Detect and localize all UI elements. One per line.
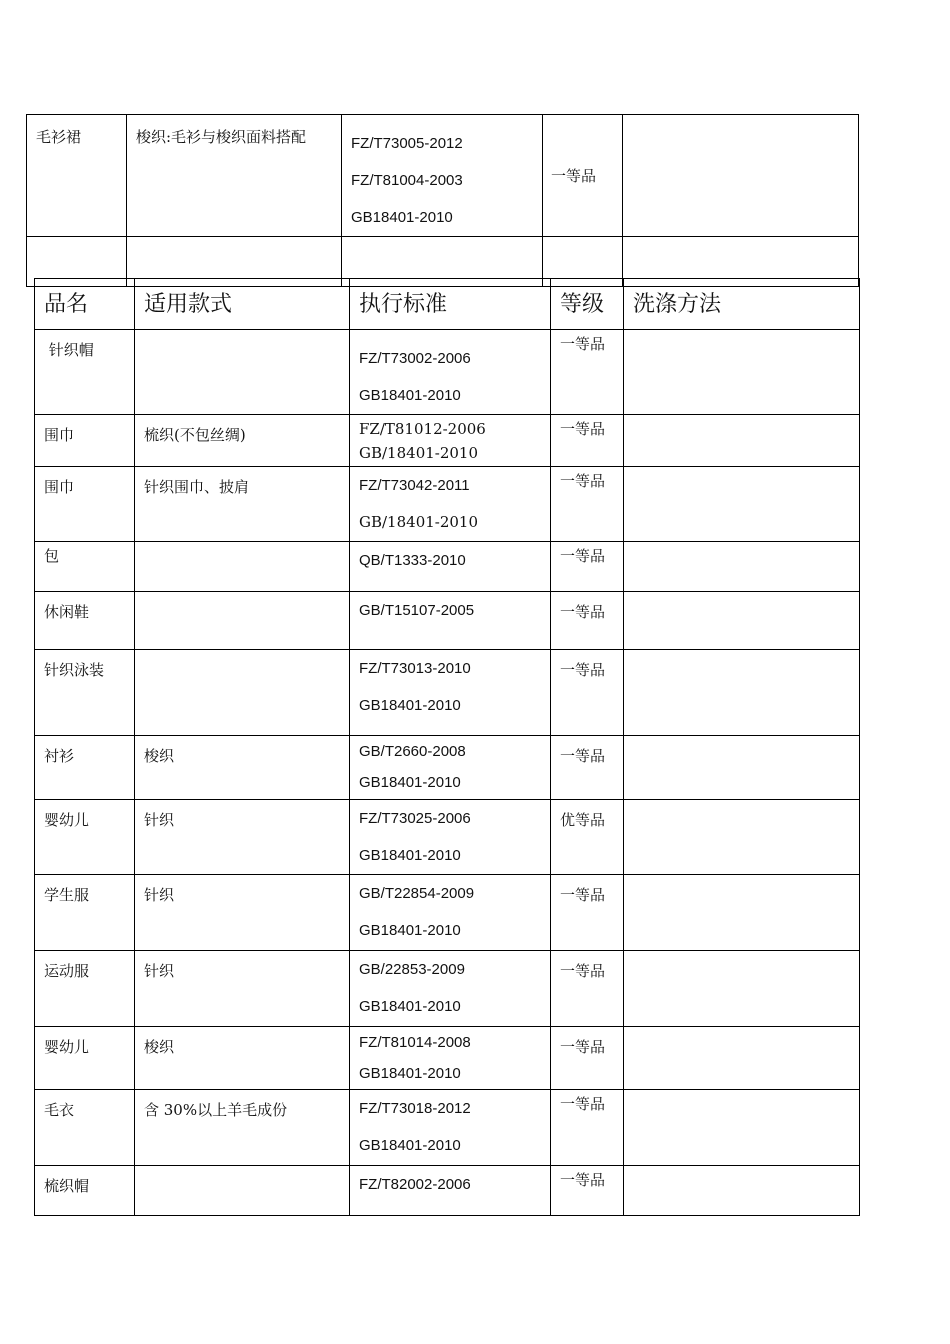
standard-code: GB18401-2010 xyxy=(359,847,461,864)
style-text xyxy=(135,592,349,602)
header-style: 适用款式 xyxy=(135,279,350,330)
standard-code: GB18401-2010 xyxy=(351,209,453,226)
washing-text xyxy=(624,1090,859,1100)
standard-code: GB18401-2010 xyxy=(359,922,461,939)
washing-text xyxy=(624,542,859,552)
grade-text: 一等品 xyxy=(560,472,606,490)
standard-code: FZ/T73002-2006 xyxy=(359,350,471,367)
grade-text: 一等品 xyxy=(560,420,606,438)
product-name: 休闲鞋 xyxy=(44,603,90,621)
style-text xyxy=(135,330,349,340)
table-row xyxy=(35,467,860,542)
product-name: 学生服 xyxy=(44,886,90,904)
style-cell xyxy=(127,115,342,237)
grade-text: 一等品 xyxy=(560,886,606,904)
grade-text: 一等品 xyxy=(560,547,606,565)
grade-text: 一等品 xyxy=(560,1095,606,1113)
table-row xyxy=(35,1166,860,1216)
product-name: 婴幼儿 xyxy=(44,811,90,829)
style-text xyxy=(135,542,349,552)
style-text: 针织 xyxy=(144,811,175,829)
standard-code: GB18401-2010 xyxy=(359,998,461,1015)
product-name: 衬衫 xyxy=(44,747,75,765)
table-row xyxy=(35,1090,860,1166)
standard-code: FZ/T73025-2006 xyxy=(359,810,471,827)
standard-list xyxy=(350,1027,550,1089)
standard-list xyxy=(350,542,550,579)
standard-code: GB/18401-2010 xyxy=(359,444,479,462)
header-grade: 等级 xyxy=(551,279,624,330)
grade-text: 一等品 xyxy=(560,661,606,679)
standard-code: GB/T22854-2009 xyxy=(359,885,475,902)
standard-code: FZ/T81014-2008 xyxy=(359,1034,471,1051)
top-fragment-table xyxy=(26,114,859,287)
table-row xyxy=(27,115,859,237)
standard-code: FZ/T73042-2011 xyxy=(359,477,470,494)
table-row xyxy=(35,736,860,800)
standard-list xyxy=(350,951,550,1025)
standard-code: GB18401-2010 xyxy=(359,697,461,714)
table-row xyxy=(35,592,860,650)
washing-text xyxy=(624,1027,859,1037)
table-row xyxy=(35,1027,860,1090)
standard-code: FZ/T81012-2006 xyxy=(359,420,486,438)
grade-text: 一等品 xyxy=(560,335,606,353)
standard-code: GB18401-2010 xyxy=(359,1137,461,1154)
washing-text xyxy=(624,650,859,660)
header-name: 品名 xyxy=(35,279,135,330)
washing-text xyxy=(624,592,859,602)
product-name: 毛衫裙 xyxy=(36,128,82,146)
standard-code: FZ/T73018-2012 xyxy=(359,1100,471,1117)
standard-code: GB18401-2010 xyxy=(359,1065,461,1082)
style-text: 针织围巾、披肩 xyxy=(144,478,250,496)
washing-cell xyxy=(623,115,859,237)
standard-code: GB18401-2010 xyxy=(359,774,461,791)
style-text: 针织 xyxy=(144,886,175,904)
product-name: 婴幼儿 xyxy=(44,1038,90,1056)
header-washing: 洗涤方法 xyxy=(624,279,860,330)
style-text: 含 30%以上羊毛成份 xyxy=(144,1101,288,1119)
style-text: 梭织 xyxy=(144,747,175,765)
table-row xyxy=(35,650,860,736)
standard-list xyxy=(350,800,550,874)
standard-code: QB/T1333-2010 xyxy=(359,552,466,569)
washing-text xyxy=(624,415,859,425)
standard-list xyxy=(350,1090,550,1164)
style-text: 梳织(不包丝绸) xyxy=(144,426,246,444)
product-name: 包 xyxy=(44,547,60,565)
standard-code: GB/T2660-2008 xyxy=(359,743,466,760)
standard-list xyxy=(350,415,550,465)
product-name: 毛衣 xyxy=(44,1101,75,1119)
standard-list xyxy=(350,736,550,798)
table-row xyxy=(35,415,860,467)
grade-text: 一等品 xyxy=(560,1171,606,1189)
standard-list xyxy=(350,875,550,949)
standard-code: GB/22853-2009 xyxy=(359,961,465,978)
standard-list xyxy=(350,650,550,724)
grade-text: 一等品 xyxy=(560,747,606,765)
standard-code: GB18401-2010 xyxy=(359,387,461,404)
washing-text xyxy=(624,800,859,810)
washing-text xyxy=(624,736,859,746)
style-text: 梭织 xyxy=(144,1038,175,1056)
product-name: 针织帽 xyxy=(44,341,94,359)
standard-list xyxy=(350,592,550,629)
standard-code: GB/18401-2010 xyxy=(359,513,479,531)
table-header-row xyxy=(35,279,860,330)
grade-cell xyxy=(543,115,623,237)
header-standard: 执行标准 xyxy=(350,279,551,330)
washing-text xyxy=(624,951,859,961)
standard-code: FZ/T81004-2003 xyxy=(351,172,463,189)
product-name: 运动服 xyxy=(44,962,90,980)
product-name: 围巾 xyxy=(44,426,75,444)
product-name: 围巾 xyxy=(44,478,75,496)
washing-text xyxy=(624,330,859,340)
standard-list xyxy=(342,115,542,236)
standard-code: FZ/T73013-2010 xyxy=(359,660,471,677)
grade-text: 优等品 xyxy=(560,811,606,829)
standard-code: FZ/T73005-2012 xyxy=(351,135,463,152)
standard-code: GB/T15107-2005 xyxy=(359,602,475,619)
washing-text xyxy=(624,1166,859,1176)
grade-text: 一等品 xyxy=(560,1038,606,1056)
standard-cell xyxy=(342,115,543,237)
table-row xyxy=(35,875,860,951)
product-name: 针织泳装 xyxy=(44,661,105,679)
product-standards-table xyxy=(34,278,860,1216)
washing-text xyxy=(624,467,859,477)
style-text: 针织 xyxy=(144,962,175,980)
washing-text xyxy=(624,875,859,885)
style-text: 梭织:毛衫与梭织面料搭配 xyxy=(136,128,307,146)
style-text xyxy=(135,650,349,660)
name-cell xyxy=(27,115,127,237)
grade-text: 一等品 xyxy=(560,962,606,980)
standard-list xyxy=(350,1166,550,1203)
table-row xyxy=(35,542,860,592)
washing-text xyxy=(623,115,858,125)
grade-text: 一等品 xyxy=(551,167,597,185)
table-row xyxy=(35,951,860,1027)
standard-list xyxy=(350,330,550,414)
table-row xyxy=(35,330,860,415)
style-text xyxy=(135,1166,349,1176)
grade-text: 一等品 xyxy=(560,603,606,621)
product-name: 梳织帽 xyxy=(44,1177,90,1195)
table-row xyxy=(35,800,860,875)
standard-code: FZ/T82002-2006 xyxy=(359,1176,471,1193)
standard-list xyxy=(350,467,550,541)
